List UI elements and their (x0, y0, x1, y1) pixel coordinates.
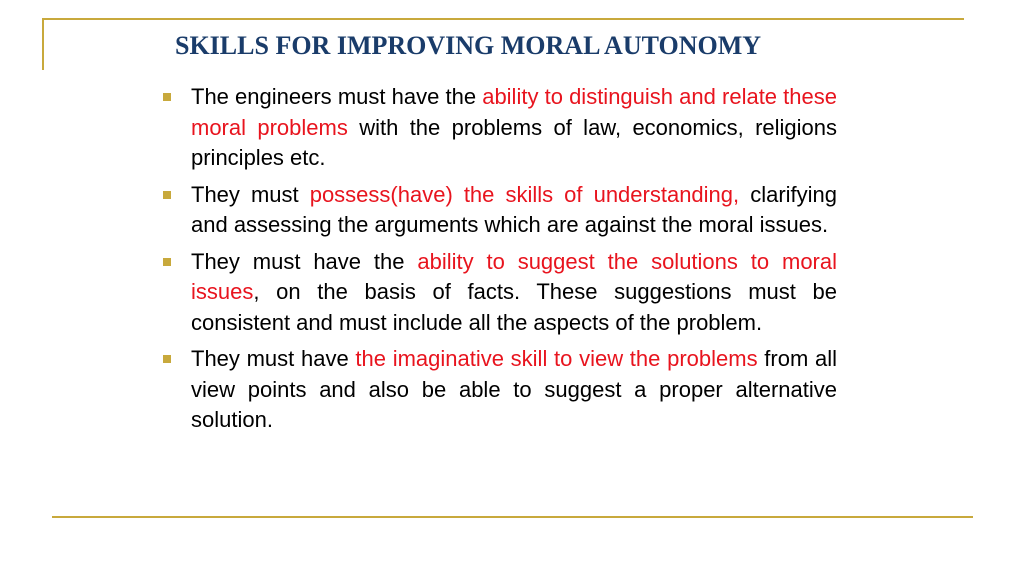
bullet-text-plain: with the problems of law, economics, religions principles etc. (191, 114, 837, 170)
square-bullet-icon (163, 93, 171, 101)
bullet-text-highlight: the imaginative skill to view the problems (355, 346, 758, 371)
bullet-text-highlight: ability to suggest the solutions to moral issues (191, 248, 837, 304)
frame-bottom-rule (52, 516, 973, 518)
bullet-text-plain: from all view points and also be able to suggest a proper alternative solution. (191, 346, 837, 432)
square-bullet-icon (163, 355, 171, 363)
bullet-text-highlight: possess(have) the skills of understanding, (309, 181, 740, 207)
frame-left-rule (42, 18, 44, 70)
bullet-text-highlight: ability to distinguish and relate these moral problems (191, 84, 838, 140)
bullet-item-4 (160, 344, 837, 436)
bullet-text-plain: clarifying and assessing the arguments which are against the moral issues. (191, 181, 838, 237)
square-bullet-icon (163, 258, 171, 266)
bullet-text-plain: They must have the (191, 248, 418, 274)
square-bullet-icon (163, 191, 171, 199)
bullet-text-plain: , on the basis of facts. These suggestions must be consistent and must include all the aspects of the problem. (191, 279, 837, 335)
frame-top-rule (42, 18, 964, 20)
bullet-text-plain: The engineers must have the (191, 84, 483, 109)
bullet-item-1 (160, 82, 837, 174)
bullet-text-plain: They must have (191, 346, 356, 371)
bullet-text-plain: They must (191, 181, 310, 207)
bullet-item-3 (160, 247, 837, 339)
bullet-item-2 (160, 180, 837, 241)
bullet-list (160, 82, 837, 442)
slide-title: SKILLS FOR IMPROVING MORAL AUTONOMY (175, 31, 762, 60)
